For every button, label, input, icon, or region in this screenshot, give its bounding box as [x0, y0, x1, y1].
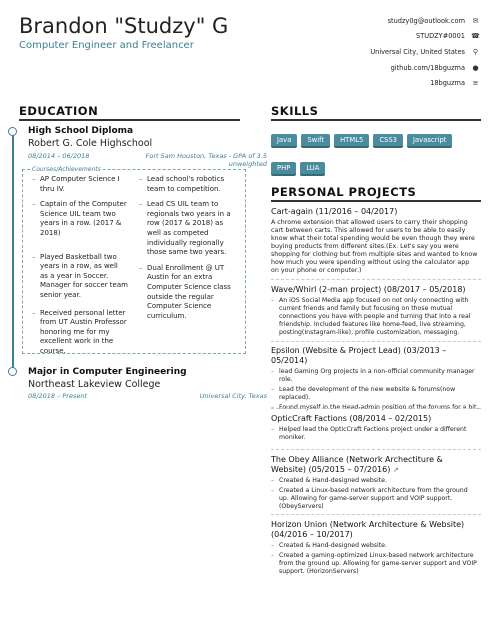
- project-title: Horizon Union (Network Architecture & Website) (04/2016 – 10/2017): [271, 520, 465, 539]
- project-title[interactable]: The Obey Alliance (Network Archectiture & Website) (05/2015 – 07/2016) ↗: [271, 455, 443, 474]
- course-item: – AP Computer Science I thru IV.: [32, 175, 128, 194]
- location-icon: ⚲: [472, 48, 479, 56]
- project-bullet: – An iOS Social Media app focused on not only connecting with current friends and family but focusing on those mutual connections you have with people and turning that into a real friendship. Included features like home-feed, live streaming, posting(Instagram-like), profile customization, messaging.: [271, 297, 479, 337]
- course-item: – Dual Enrollment @ UT Austin for an extra Computer Science class outside the regular Computer Science curriculum.: [139, 264, 239, 322]
- project-bullets: [271, 297, 479, 337]
- project-item: [271, 455, 479, 513]
- project-title: Cart-again (11/2016 – 04/2017): [271, 207, 398, 216]
- timeline-dot: [8, 367, 17, 376]
- education-divider: [19, 119, 240, 121]
- skills-heading: SKILLS: [271, 104, 319, 118]
- skills-divider: [271, 119, 481, 121]
- projects-heading: PERSONAL PROJECTS: [271, 185, 417, 199]
- projects-divider: [271, 200, 481, 202]
- contact-github[interactable]: github.com/18bguzma ●: [261, 64, 481, 72]
- project-item: [271, 346, 479, 414]
- contact-stackoverflow[interactable]: 18bguzma ≡: [261, 79, 481, 87]
- course-item: – Played Basketball two years in a row, as well as a year in Soccer. Manager for soccer team senior year.: [32, 253, 128, 301]
- phone-icon: ☎: [471, 32, 480, 40]
- timeline-line: [12, 133, 14, 373]
- envelope-icon: ✉: [472, 17, 479, 25]
- skill-tag: HTML5: [334, 134, 369, 148]
- project-item: [271, 207, 479, 275]
- external-link-icon[interactable]: ↗: [392, 466, 399, 474]
- project-bullets: [271, 477, 479, 511]
- course-item: – Lead school's robotics team to competition.: [139, 175, 239, 194]
- project-title: Epsilon (Website & Project Lead) (03/2013 – 05/2014): [271, 346, 447, 365]
- skill-tag: Java: [271, 134, 297, 148]
- project-title: OpticCraft Factions (08/2014 – 02/2015): [271, 414, 432, 423]
- stackoverflow-icon: ≡: [472, 79, 479, 87]
- skill-tag: LUA: [300, 162, 325, 176]
- course-item: – Received personal letter from UT Austin Professor honoring me for my excellent work in the course.: [32, 309, 128, 357]
- project-item: [271, 285, 479, 339]
- skills-tags: [271, 127, 486, 183]
- skill-tag: Javascript: [407, 134, 452, 148]
- project-bullet: – Lead the development of the new website & forums(now replaced).: [271, 386, 479, 402]
- resume-subtitle: Computer Engineer and Freelancer: [19, 40, 194, 51]
- project-bullet: – Found myself in the Head-admin position of the forums for a bit.: [271, 404, 479, 412]
- project-bullet: – Created & Hand-designed website.: [271, 477, 479, 485]
- project-title: Wave/Whirl (2-man project) (08/2017 – 05/2018): [271, 285, 466, 294]
- project-bullets: [271, 426, 479, 442]
- skill-tag: Swift: [301, 134, 330, 148]
- project-bullet: – Created & Hand-designed website.: [271, 542, 479, 550]
- github-icon: ●: [472, 64, 479, 72]
- education-location: Universal City, Texas: [199, 392, 267, 400]
- school-name: Robert G. Cole Highschool: [28, 138, 153, 149]
- skill-tag: CSS3: [373, 134, 403, 148]
- courses-list-right: [139, 175, 239, 327]
- courses-list-left: [32, 175, 128, 363]
- project-bullet: – Helped lead the OpticCraft Factions project under a different moniker.: [271, 426, 479, 442]
- project-description: A chrome extension that allowed users to carry their shopping cart between carts. This allowed for users to be able to easily know what their total spending would be even though they were buying products from different sites.(Ex. Let's say you were shopping for clothing but from multiple sites and wanted to know how much you were spending without using the calculator app on your phone or computer.): [271, 219, 478, 274]
- contact-email[interactable]: studzy0g@outlook.com ✉: [261, 17, 481, 25]
- courses-label: Courses/Achievements: [32, 166, 101, 173]
- degree-title: High School Diploma: [28, 126, 134, 136]
- skill-tag: PHP: [271, 162, 296, 176]
- timeline-dot: [8, 127, 17, 136]
- project-item: [271, 520, 479, 578]
- degree-title: Major in Computer Engineering: [28, 367, 187, 377]
- resume-name: Brandon "Studzy" G: [19, 14, 229, 38]
- project-bullets: [271, 368, 479, 412]
- project-bullet: – lead Gaming Org projects in a non-official community manager role.: [271, 368, 479, 384]
- contact-discord: STUDZY#0001 ☎: [416, 32, 480, 40]
- project-item: [271, 414, 479, 444]
- contact-location: Universal City, United States ⚲: [261, 48, 481, 56]
- course-item: – Lead CS UIL team to regionals two years in a row (2017 & 2018) as well as competed individually regionally those same two years.: [139, 200, 239, 258]
- project-bullet: – Created a Linux-based network architecture from the ground up. Allowing for game-server support and VOIP support. (ObeyServers): [271, 487, 479, 511]
- project-bullet: – Created a gaming-optimized Linux-based network architecture from the ground up. Allowing for game-server support and VOIP support. (HorizonServers): [271, 552, 479, 576]
- education-location: Fort Sam Houston, Texas - GPA of 3.5 unweighted: [145, 152, 267, 168]
- education-heading: EDUCATION: [19, 104, 99, 118]
- education-dates: 08/2014 – 06/2018: [28, 152, 90, 160]
- school-name: Northeast Lakeview College: [28, 379, 161, 390]
- education-dates: 08/2018 – Present: [28, 392, 88, 400]
- project-bullets: [271, 542, 479, 576]
- course-item: – Captain of the Computer Science UIL team two years in a row. (2017 & 2018): [32, 200, 128, 238]
